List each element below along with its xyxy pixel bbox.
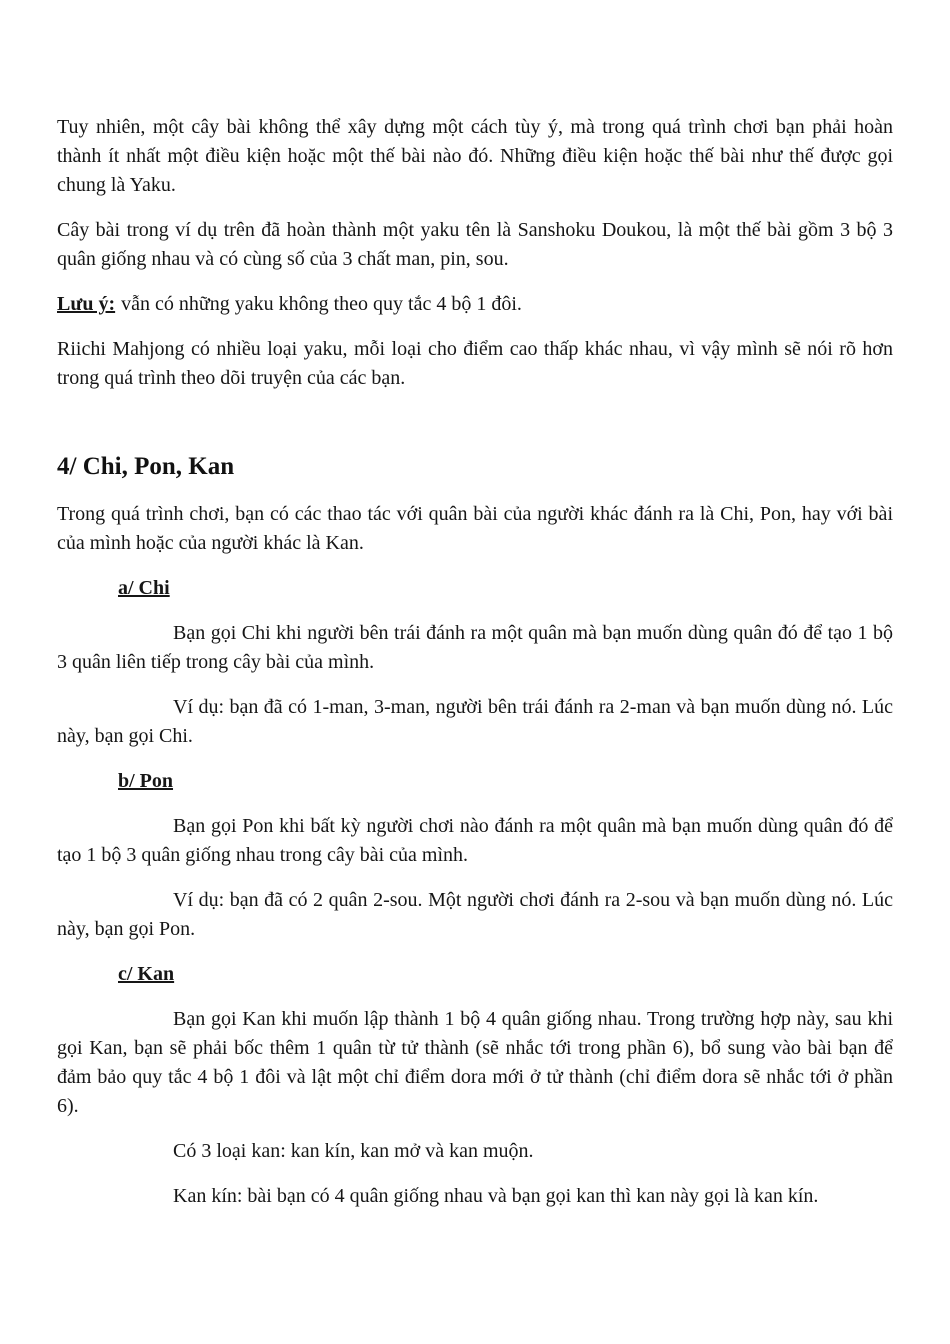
subheading-kan-label: c/ Kan <box>118 963 175 985</box>
paragraph-chi-definition: Bạn gọi Chi khi người bên trái đánh ra một quân mà bạn muốn dùng quân đó để tạo 1 bộ 3 quân liên tiếp trong cây bài của mình. <box>57 622 893 673</box>
paragraph-kan-types: Có 3 loại kan: kan kín, kan mở và kan muộn. <box>173 1140 534 1162</box>
paragraph-note <box>57 290 893 319</box>
paragraph-sanshoku-doukou: Cây bài trong ví dụ trên đã hoàn thành một yaku tên là Sanshoku Doukou, là một thế bài gồm 3 bộ 3 quân giống nhau và có cùng số của 3 chất man, pin, sou. <box>57 219 893 270</box>
paragraph-yaku-intro: Tuy nhiên, một cây bài không thể xây dựng một cách tùy ý, mà trong quá trình chơi bạn phải hoàn thành ít nhất một điều kiện hoặc một thế bài nào đó. Những điều kiện hoặc thế bài như thế được gọi chung là Yaku. <box>57 116 893 196</box>
paragraph-kan-closed: Kan kín: bài bạn có 4 quân giống nhau và bạn gọi kan thì kan này gọi là kan kín. <box>173 1185 819 1207</box>
paragraph-kan-definition: Bạn gọi Kan khi muốn lập thành 1 bộ 4 quân giống nhau. Trong trường hợp này, sau khi gọi Kan, bạn sẽ phải bốc thêm 1 quân từ tử thành (sẽ nhắc tới trong phần 6), bổ sung vào bài bạn để đảm bảo quy tắc 4 bộ 1 đôi và lật một chỉ điểm dora mới ở tử thành (chỉ điểm dora sẽ nhắc tới ở phần 6). <box>57 1008 893 1117</box>
subheading-chi <box>118 574 893 603</box>
note-text: vẫn có những yaku không theo quy tắc 4 bộ 1 đôi. <box>121 293 522 315</box>
subheading-pon <box>118 767 893 796</box>
paragraph-chi-pon-kan-intro: Trong quá trình chơi, bạn có các thao tác với quân bài của người khác đánh ra là Chi, Pon, hay với bài của mình hoặc của người khác là Kan. <box>57 503 893 554</box>
note-label: Lưu ý: <box>57 293 116 315</box>
paragraph-pon-definition: Bạn gọi Pon khi bất kỳ người chơi nào đánh ra một quân mà bạn muốn dùng quân đó để tạo 1 bộ 3 quân giống nhau trong cây bài của mình. <box>57 815 893 866</box>
paragraph-yaku-types: Riichi Mahjong có nhiều loại yaku, mỗi loại cho điểm cao thấp khác nhau, vì vậy mình sẽ nói rõ hơn trong quá trình theo dõi truyện của các bạn. <box>57 338 893 389</box>
subheading-kan <box>118 960 893 989</box>
paragraph-pon-example: Ví dụ: bạn đã có 2 quân 2-sou. Một người chơi đánh ra 2-sou và bạn muốn dùng nó. Lúc này, bạn gọi Pon. <box>57 889 893 940</box>
paragraph-chi-example: Ví dụ: bạn đã có 1-man, 3-man, người bên trái đánh ra 2-man và bạn muốn dùng nó. Lúc này, bạn gọi Chi. <box>57 696 893 747</box>
section-heading-chi-pon-kan: 4/ Chi, Pon, Kan <box>57 453 235 480</box>
subheading-chi-label: a/ Chi <box>118 577 170 599</box>
subheading-pon-label: b/ Pon <box>118 770 174 792</box>
